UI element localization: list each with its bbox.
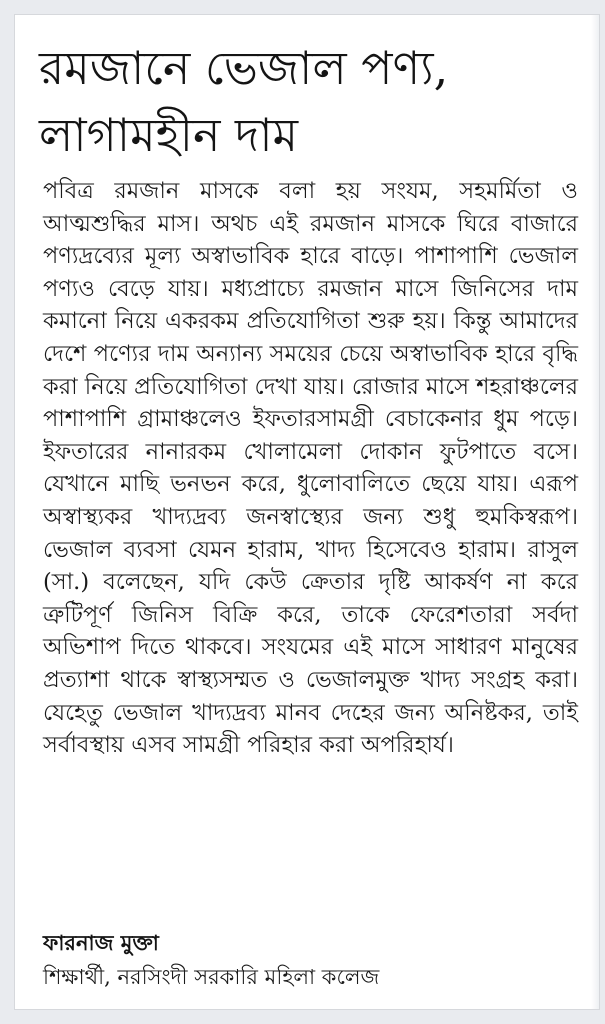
headline-line-2: লাগামহীন দাম	[39, 107, 299, 162]
author-affiliation: শিক্ষার্থী, নরসিংদী সরকারি মহিলা কলেজ	[43, 965, 380, 989]
article-headline	[39, 35, 579, 168]
author-name: ফারনাজ মুক্তা	[43, 931, 159, 955]
page-edge-shadow	[591, 15, 599, 1009]
newspaper-clipping	[14, 14, 600, 1010]
headline-line-1: রমজানে ভেজাল পণ্য,	[39, 41, 449, 95]
article-body: পবিত্র রমজান মাসকে বলা হয় সংযম, সহমর্মিতা ও আত্মশুদ্ধির মাস। অথচ এই রমজান মাসকে ঘিরে বাজারে পণ্যদ্রব্যের মূল্য অস্বাভাবিক হারে বাড়ে। পাশাপাশি ভেজাল পণ্যও বেড়ে যায়। মধ্যপ্রাচ্যে রমজান মাসে জিনিসের দাম কমানো নিয়ে একরকম প্রতিযোগিতা শুরু হয়। কিন্তু আমাদের দেশে পণ্যের দাম অন্যান্য সময়ের চেয়ে অস্বাভাবিক হারে বৃদ্ধি করা নিয়ে প্রতিযোগিতা দেখা যায়। রোজার মাসে শহরাঞ্চলের পাশাপাশি গ্রামাঞ্চলেও ইফতারসামগ্রী বেচাকেনার ধুম পড়ে। ইফতারের নানারকম খোলামেলা দোকান ফুটপাতে বসে। যেখানে মাছি ভনভন করে, ধুলোবালিতে ছেয়ে যায়। এরূপ অস্বাস্থ্যকর খাদ্যদ্রব্য জনস্বাস্থ্যের জন্য শুধু হুমকিস্বরূপ। ভেজাল ব্যবসা যেমন হারাম, খাদ্য হিসেবেও হারাম। রাসুল (সা.) বলেছেন, যদি কেউ ক্রেতার দৃষ্টি আকর্ষণ না করে ত্রুটিপূর্ণ জিনিস বিক্রি করে, তাকে ফেরেশতারা সর্বদা অভিশাপ দিতে থাকবে। সংযমের এই মাসে সাধারণ মানুষের প্রত্যাশা থাকে স্বাস্থ্যসম্মত ও ভেজালমুক্ত খাদ্য সংগ্রহ করা। যেহেতু ভেজাল খাদ্যদ্রব্য মানব দেহের জন্য অনিষ্টকর, তাই সর্বাবস্থায় এসব সামগ্রী পরিহার করা অপরিহার্য।	[43, 178, 578, 759]
